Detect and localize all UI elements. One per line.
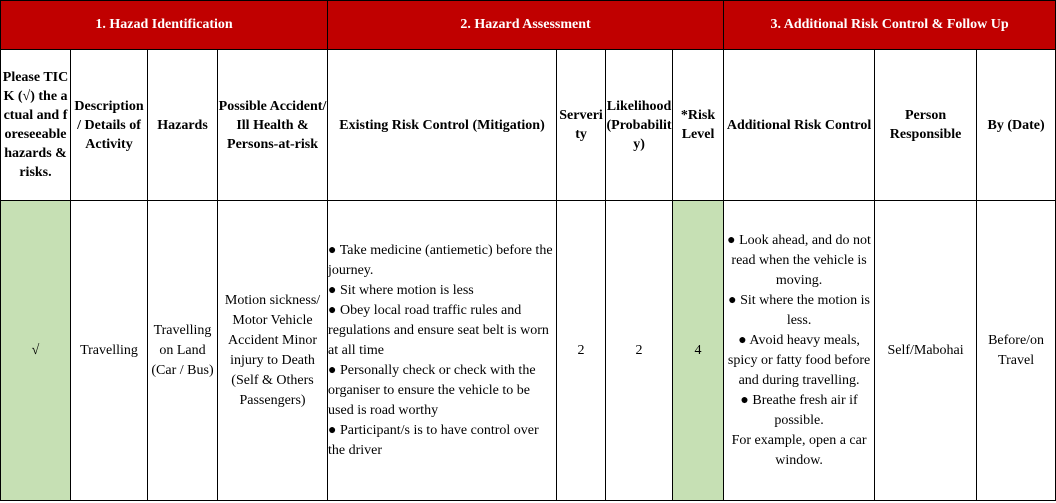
- existing-control-item: ● Obey local road traffic rules and regulations and ensure seat belt is worn at all time: [328, 302, 549, 358]
- cell-severity: 2: [557, 201, 606, 501]
- cell-person-responsible: Self/Mabohai: [875, 201, 977, 501]
- cell-possible-accident: Motion sickness/ Motor Vehicle Accident Minor injury to Death (Self & Others Passengers): [218, 201, 328, 501]
- col-header-risk-level: *Risk Level: [673, 50, 724, 201]
- col-header-description: Description / Details of Activity: [71, 50, 148, 201]
- col-header-additional-control: Additional Risk Control: [724, 50, 875, 201]
- column-header-row: [1, 50, 1056, 201]
- table-row: [1, 201, 1056, 501]
- cell-likelihood: 2: [606, 201, 673, 501]
- additional-control-item: ● Sit where the motion is less.: [728, 292, 870, 328]
- col-header-tick: Please TICK (√) the actual and foreseeable hazards & risks.: [1, 50, 71, 201]
- cell-existing-control: [328, 201, 557, 501]
- existing-control-item: ● Sit where motion is less: [328, 282, 474, 298]
- additional-control-item: For example, open a car window.: [731, 432, 867, 468]
- col-header-hazards: Hazards: [148, 50, 218, 201]
- col-header-possible-accident: Possible Accident/ Ill Health & Persons-at-risk: [218, 50, 328, 201]
- section-additional-control: 3. Additional Risk Control & Follow Up: [724, 1, 1056, 50]
- col-header-person-responsible: Person Responsible: [875, 50, 977, 201]
- cell-risk-level: 4: [673, 201, 724, 501]
- section-hazard-assessment: 2. Hazard Assessment: [328, 1, 724, 50]
- col-header-likelihood: Likelihood (Probability): [606, 50, 673, 201]
- col-header-by-date: By (Date): [977, 50, 1056, 201]
- existing-control-item: ● Personally check or check with the organiser to ensure the vehicle to be used is road worthy: [328, 362, 536, 418]
- cell-additional-control: [724, 201, 875, 501]
- col-header-severity: Serverity: [557, 50, 606, 201]
- cell-tick: √: [1, 201, 71, 501]
- existing-control-item: ● Participant/s is to have control over the driver: [328, 422, 539, 458]
- additional-control-item: ● Avoid heavy meals, spicy or fatty food before and during travelling.: [727, 332, 871, 388]
- cell-by-date: Before/on Travel: [977, 201, 1056, 501]
- section-header-row: [1, 1, 1056, 50]
- existing-control-item: ● Take medicine (antiemetic) before the journey.: [328, 242, 553, 278]
- additional-control-item: ● Look ahead, and do not read when the vehicle is moving.: [727, 232, 871, 288]
- additional-control-item: ● Breathe fresh air if possible.: [740, 392, 858, 428]
- cell-hazards: Travelling on Land (Car / Bus): [148, 201, 218, 501]
- section-hazard-identification: 1. Hazad Identification: [1, 1, 328, 50]
- col-header-existing-control: Existing Risk Control (Mitigation): [328, 50, 557, 201]
- cell-description: Travelling: [71, 201, 148, 501]
